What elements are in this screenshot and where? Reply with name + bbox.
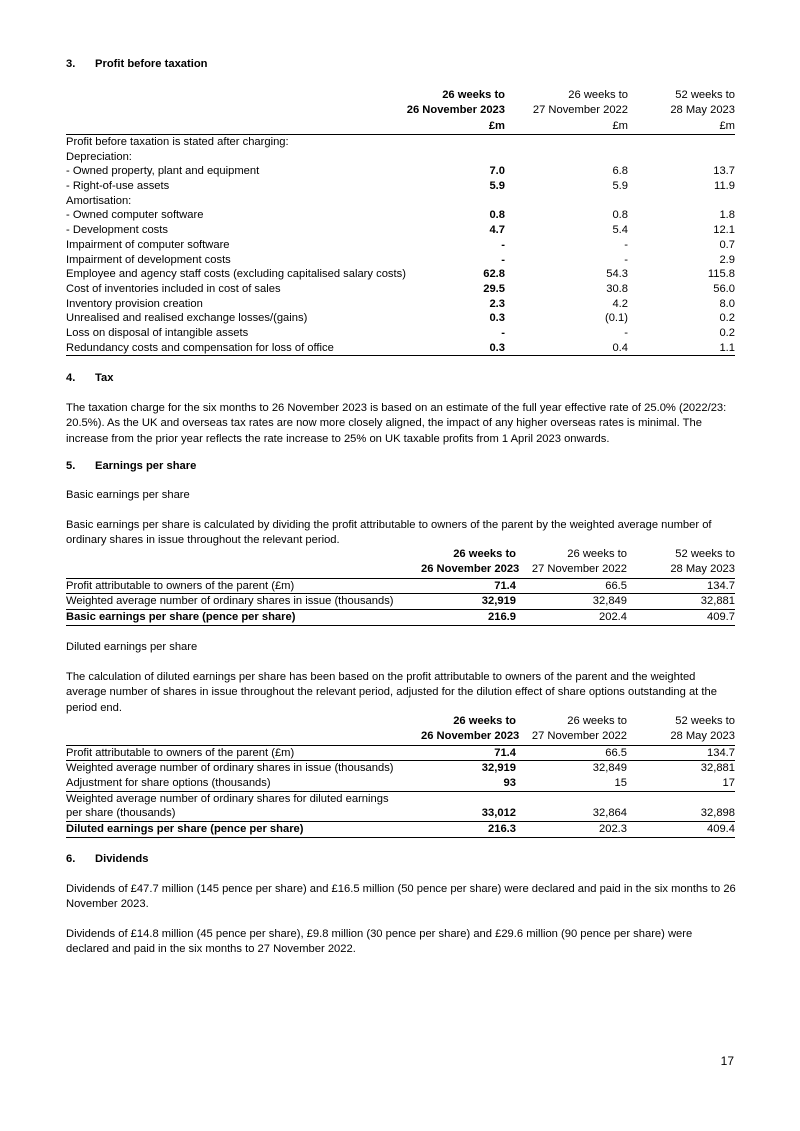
cell-value: 0.2 — [719, 327, 735, 340]
cell-value: 4.7 — [489, 224, 505, 237]
cell-value: 32,864 — [592, 807, 627, 820]
table-header-row — [66, 88, 735, 103]
row-label: Amortisation: — [66, 194, 132, 207]
cell-value: 12.1 — [713, 224, 735, 237]
table-row — [66, 326, 735, 341]
cell-value: 134.7 — [627, 745, 735, 761]
cell-value: 15 — [614, 777, 627, 789]
table-row — [66, 253, 735, 268]
col-unit: £m — [719, 119, 735, 132]
table-row — [66, 150, 735, 165]
row-label: Depreciation: — [66, 150, 132, 163]
col-header: 26 weeks to — [567, 548, 627, 560]
cell-value: 30.8 — [606, 282, 628, 295]
cell-value: 0.2 — [719, 312, 735, 325]
col-header: 26 November 2023 — [421, 730, 520, 743]
row-label: Impairment of computer software — [66, 238, 230, 251]
table-row — [66, 194, 735, 209]
cell-value: 202.4 — [516, 610, 627, 626]
cell-value: - — [501, 253, 505, 266]
cell-value: 13.7 — [713, 165, 735, 178]
diluted-eps-table — [66, 714, 735, 838]
cell-value: 32,849 — [516, 761, 627, 776]
cell-value: - — [501, 327, 505, 340]
cell-value: 2.9 — [719, 253, 735, 266]
basic-eps-table — [66, 547, 735, 626]
cell-value: 0.3 — [489, 312, 505, 325]
row-label: Profit before taxation is stated after charging: — [66, 134, 735, 149]
basic-eps-paragraph: Basic earnings per share is calculated by dividing the profit attributable to owners of the parent by the weighted average number of ordinary shares in issue throughout the relevant period. — [66, 519, 712, 547]
row-label: - Right-of-use assets — [66, 180, 170, 192]
cell-value: 4.2 — [612, 297, 628, 310]
cell-value: 66.5 — [516, 578, 627, 594]
table-header-row — [66, 103, 735, 118]
section-title: Profit before taxation — [95, 58, 208, 70]
page-number: 17 — [720, 1054, 734, 1068]
cell-value: 56.0 — [713, 282, 735, 295]
table-row — [66, 791, 735, 806]
row-label: Basic earnings per share (pence per share) — [66, 610, 421, 626]
row-label: Unrealised and realised exchange losses/(gains) — [66, 312, 308, 325]
cell-value: 32,881 — [627, 761, 735, 776]
table-header-row — [66, 714, 735, 729]
section-title: Dividends — [95, 853, 149, 865]
cell-value: - — [624, 238, 628, 251]
col-header: 26 weeks to — [453, 548, 516, 560]
row-label: Diluted earnings per share (pence per share) — [66, 822, 421, 838]
row-label-continued: per share (thousands) — [66, 807, 176, 820]
row-label: Cost of inventories included in cost of sales — [66, 282, 281, 295]
table-row — [66, 164, 735, 179]
cell-value: 216.9 — [421, 610, 516, 626]
col-unit: £m — [488, 119, 505, 132]
cell-value: 29.5 — [483, 282, 505, 295]
col-header: 26 weeks to — [568, 89, 628, 101]
cell-value — [505, 194, 628, 209]
section-5-heading — [66, 460, 196, 472]
section-number: 5. — [66, 460, 76, 472]
table-row — [66, 806, 735, 821]
row-label: - Development costs — [66, 224, 168, 237]
cell-value: 71.4 — [421, 578, 516, 594]
table-row — [66, 311, 735, 326]
cell-value: - — [501, 238, 505, 251]
table-row — [66, 282, 735, 297]
table-header-row — [66, 562, 735, 578]
table-row — [66, 208, 735, 223]
cell-value: 7.0 — [489, 165, 505, 178]
cell-value: 71.4 — [421, 745, 516, 761]
row-label: Inventory provision creation — [66, 297, 203, 310]
cell-value: 66.5 — [516, 745, 627, 761]
col-header: 52 weeks to — [675, 89, 735, 101]
col-header: 28 May 2023 — [670, 563, 735, 576]
cell-value: 32,919 — [421, 761, 516, 776]
col-header: 26 weeks to — [453, 715, 516, 727]
diluted-eps-paragraph: The calculation of diluted earnings per share has been based on the profit attributable to owners of the parent and the weighted average number of shares in issue throughout the relevant period, adjusted for the dilution effect of share options outstanding at the period end. — [66, 671, 717, 714]
section-6-heading — [66, 853, 148, 865]
row-label: Weighted average number of ordinary shares in issue (thousands) — [66, 594, 421, 610]
row-label: - Owned property, plant and equipment — [66, 165, 260, 178]
table-header-row — [66, 547, 735, 562]
cell-value: 5.9 — [612, 180, 628, 192]
cell-value: 216.3 — [421, 822, 516, 838]
cell-value: 115.8 — [707, 268, 735, 281]
cell-value: 5.4 — [612, 224, 628, 237]
dividends-paragraph-2: Dividends of £14.8 million (45 pence per share), £9.8 million (30 pence per share) and £29.6 million (90 pence per share) were declared and paid in the six months to 27 November 2022. — [66, 928, 693, 956]
row-label: Loss on disposal of intangible assets — [66, 327, 249, 340]
cell-value: 2.3 — [489, 297, 505, 310]
cell-value: 33,012 — [481, 807, 516, 820]
section-title: Tax — [95, 372, 114, 384]
table-row — [66, 594, 735, 610]
table-row — [66, 297, 735, 312]
cell-value: 8.0 — [719, 297, 735, 310]
table-header-row — [66, 729, 735, 745]
cell-value: 32,898 — [700, 807, 735, 820]
cell-value: 5.9 — [489, 180, 505, 192]
profit-before-tax-table — [66, 88, 735, 356]
cell-value: 54.3 — [606, 268, 628, 281]
cell-value: (0.1) — [604, 312, 628, 325]
col-header: 26 November 2023 — [421, 563, 520, 576]
row-label: Redundancy costs and compensation for loss of office — [66, 341, 441, 356]
cell-value: 0.8 — [489, 209, 505, 222]
row-label: Weighted average number of ordinary shares in issue (thousands) — [66, 761, 421, 776]
diluted-eps-subtitle: Diluted earnings per share — [66, 641, 198, 653]
table-row — [66, 761, 735, 776]
row-label: Employee and agency staff costs (excluding capitalised salary costs) — [66, 268, 406, 281]
cell-value: - — [624, 253, 628, 266]
cell-value: 409.7 — [627, 610, 735, 626]
row-label: - Owned computer software — [66, 209, 204, 222]
col-header: 28 May 2023 — [670, 730, 735, 743]
section-4-heading — [66, 372, 113, 384]
col-header: 26 weeks to — [567, 715, 627, 727]
cell-value: 93 — [503, 777, 516, 789]
table-row — [66, 578, 735, 594]
table-row — [66, 745, 735, 761]
cell-value: 202.3 — [516, 822, 627, 838]
table-row — [66, 776, 735, 791]
table-row — [66, 822, 735, 838]
cell-value — [628, 194, 735, 209]
row-label: Profit attributable to owners of the parent (£m) — [66, 745, 421, 761]
cell-value: 32,919 — [421, 594, 516, 610]
table-row — [66, 238, 735, 253]
cell-value: 0.7 — [719, 238, 735, 251]
cell-value: 134.7 — [627, 578, 735, 594]
table-row — [66, 341, 735, 356]
cell-value — [441, 194, 505, 209]
cell-value: 0.3 — [441, 341, 505, 356]
row-label: Adjustment for share options (thousands) — [66, 777, 271, 789]
cell-value: 1.8 — [719, 209, 735, 222]
cell-value: 1.1 — [628, 341, 735, 356]
cell-value: 0.4 — [505, 341, 628, 356]
cell-value: 409.4 — [627, 822, 735, 838]
col-header: 27 November 2022 — [532, 104, 628, 117]
section-number: 4. — [66, 372, 76, 384]
col-unit: £m — [612, 119, 628, 132]
row-label: Weighted average number of ordinary shares for diluted earnings — [66, 791, 735, 806]
table-row — [66, 223, 735, 238]
basic-eps-subtitle: Basic earnings per share — [66, 489, 190, 501]
table-row — [66, 134, 735, 149]
cell-value: 0.8 — [612, 209, 628, 222]
cell-value: - — [624, 327, 628, 340]
col-header: 26 November 2023 — [406, 104, 505, 117]
cell-value: 32,849 — [516, 594, 627, 610]
table-unit-row — [66, 119, 735, 135]
col-header: 26 weeks to — [442, 89, 505, 101]
cell-value: 62.8 — [483, 268, 505, 281]
dividends-paragraph-1: Dividends of £47.7 million (145 pence per share) and £16.5 million (50 pence per share) were declared and paid in the six months to 26 November 2023. — [66, 883, 736, 911]
row-label: Profit attributable to owners of the parent (£m) — [66, 578, 421, 594]
section-number: 6. — [66, 853, 76, 865]
cell-value: 32,881 — [627, 594, 735, 610]
section-3-heading — [66, 58, 208, 70]
table-row — [66, 610, 735, 626]
table-row — [66, 267, 735, 282]
section-number: 3. — [66, 58, 76, 70]
cell-value: 6.8 — [612, 165, 628, 178]
col-header: 28 May 2023 — [670, 104, 735, 117]
col-header: 27 November 2022 — [531, 730, 627, 743]
section-title: Earnings per share — [95, 460, 197, 472]
table-row — [66, 179, 735, 194]
row-label: Impairment of development costs — [66, 253, 231, 266]
cell-value: 17 — [722, 777, 735, 789]
col-header: 52 weeks to — [675, 715, 735, 727]
col-header: 27 November 2022 — [531, 563, 627, 576]
col-header: 52 weeks to — [675, 548, 735, 560]
cell-value: 11.9 — [714, 180, 735, 192]
tax-paragraph: The taxation charge for the six months to 26 November 2023 is based on an estimate of the full year effective rate of 25.0% (2022/23: 20.5%). As the UK and overseas tax rates are now more closely aligned, the impact of any higher overseas rates is minimal. The increase from the prior year reflects the rate increase to 25% on UK taxable profits from 1 April 2023 onwards. — [66, 402, 727, 445]
